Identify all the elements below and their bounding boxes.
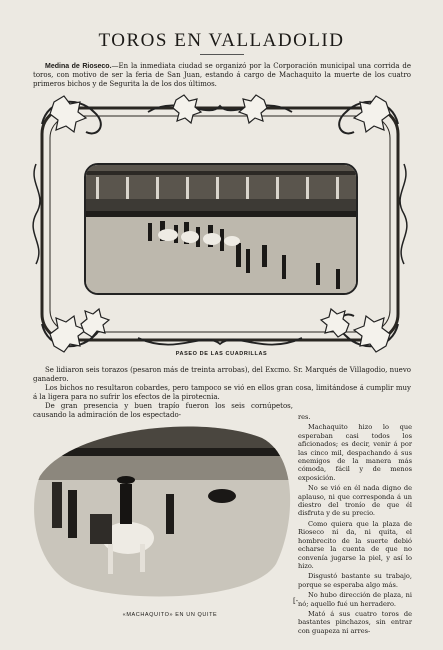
right-column [298, 413, 412, 637]
intro-paragraph [33, 62, 411, 89]
figure1-caption: PASEO DE LAS CUADRILLAS [175, 351, 268, 357]
column-paragraph: Machaquito hizo lo que esperaban casi todos los aficionados; es decir, venir á por las cinco mil, despachando á sus enemigos de la manera más cómoda, fácil y de menos exposición. [298, 423, 412, 482]
paragraph-1: Se lidiaron seis torazos (pesaron más de treinta arrobas), del Excmo. Sr. Marqués de Villagodio, nuevo ganadero. [33, 366, 411, 383]
page-title: TOROS EN VALLADOLID [98, 30, 345, 51]
column-paragraph: Disgustó bastante su trabajo, porque se esperaba algo más. [298, 572, 412, 589]
column-paragraph: Como quiera que la plaza de Rioseco ni da, ni quita, el hombrecito de la suerte debió echarse la cuenta de que no convenía jugarse la piel, y así lo hizo. [298, 519, 412, 570]
column-paragraph: No hubo dirección de plaza, ni nó; aquello fué un herradero. [298, 591, 412, 608]
machaquito-quite-photo [32, 418, 292, 598]
figure2-caption: «MACHAQUITO» EN UN QUITE [122, 612, 218, 618]
paragraph-2: Los bichos no resultaron cobardes, pero tampoco se vió en ellos gran cosa, limitándose á cumplir muy á la ligera para no sufrir los efectos de la pirotecnia. [33, 384, 411, 401]
cuadrillas-photo [84, 163, 358, 295]
intro-lead: Medina de Rioseco. [45, 63, 112, 70]
column-paragraph: Mató á sus cuatro toros de bastantes pinchazos, sin entrar con guapeza ni arres- [298, 609, 412, 635]
column-paragraph: No se vió en él nada digno de aplauso, ni que corresponda á un diestro del tronío de que él disfruta y de su precio. [298, 484, 412, 518]
margin-mark: [- [293, 597, 299, 605]
paragraph-3: De gran presencia y buen trapío fueron los seis cornúpetos, causando la admiración de los espectado- [33, 402, 293, 419]
title-rule [200, 54, 244, 55]
intro-text: —En la inmediata ciudad se organizó por la Corporación municipal una corrida de toros, con motivo de ser la feria de San Juan, estando á cargo de Machaquito la muerte de los cuatro primeros bichos y de Segurita la de los dos últimos. [33, 62, 411, 88]
column-paragraph: res. [298, 413, 311, 421]
